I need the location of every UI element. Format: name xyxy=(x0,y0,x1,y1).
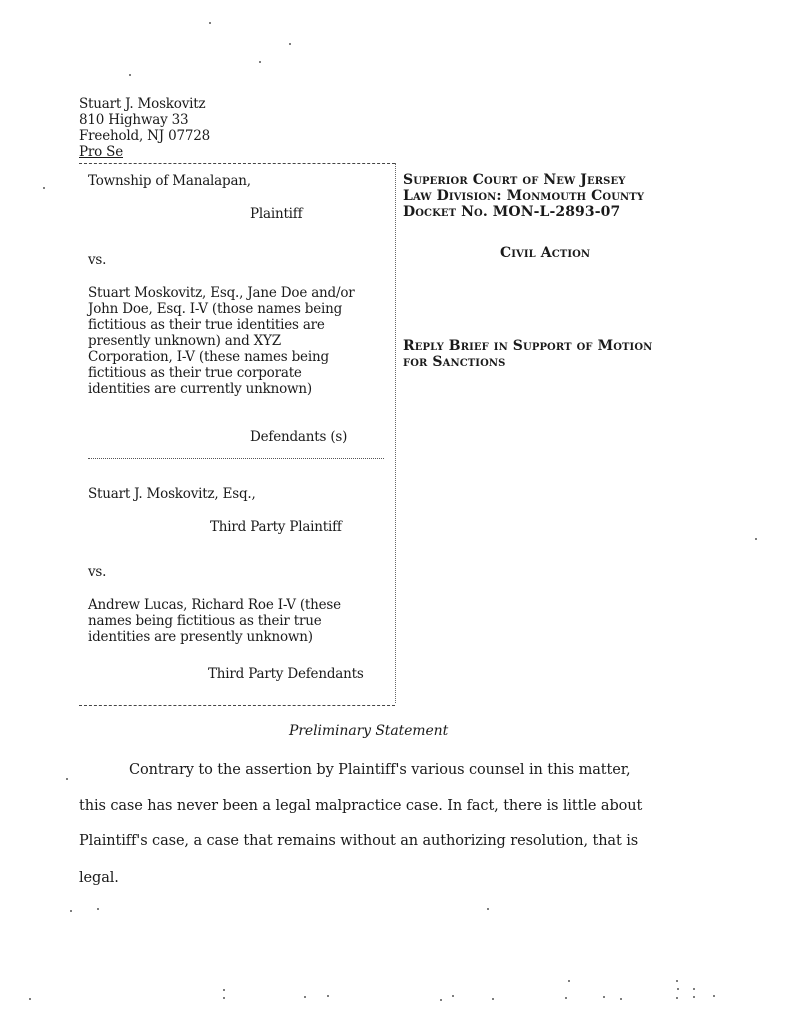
document-title-line1: Reply Brief in Support of Motion xyxy=(403,338,653,354)
defendants-line: Stuart Moskovitz, Esq., Jane Doe and/or xyxy=(88,285,355,301)
caption-bottom-border xyxy=(79,705,395,706)
defendants-list xyxy=(88,285,355,397)
attorney-role: Pro Se xyxy=(79,144,123,160)
scan-speck xyxy=(487,908,489,910)
paragraph-line: Plaintiff's case, a case that remains without an authorizing resolution, that is xyxy=(79,833,639,849)
third-party-defendants-line: identities are presently unknown) xyxy=(88,629,313,645)
scan-speck xyxy=(713,995,715,997)
scan-speck xyxy=(452,995,454,997)
scan-speck xyxy=(620,998,622,1000)
court-name: Superior Court of New Jersey xyxy=(403,172,626,188)
scan-speck xyxy=(603,996,605,998)
caption-divider xyxy=(395,163,396,703)
caption-mid-divider xyxy=(88,458,384,459)
court-block xyxy=(403,172,644,220)
scan-speck xyxy=(129,74,131,76)
attorney-block xyxy=(79,96,210,160)
scan-speck xyxy=(223,997,225,999)
caption-top-border xyxy=(79,163,395,164)
defendants-line: Corporation, I-V (these names being xyxy=(88,349,329,365)
scan-speck xyxy=(440,999,442,1001)
defendants-line: identities are currently unknown) xyxy=(88,381,312,397)
attorney-address-line1: 810 Highway 33 xyxy=(79,112,189,128)
scan-speck xyxy=(565,997,567,999)
paragraph-line: Contrary to the assertion by Plaintiff's various counsel in this matter, xyxy=(129,762,631,778)
docket-number: Docket No. MON-L-2893-07 xyxy=(403,204,621,220)
defendants-line: fictitious as their true identities are xyxy=(88,317,325,333)
scan-speck xyxy=(755,538,757,540)
defendants-label: Defendants (s) xyxy=(250,429,348,445)
attorney-name: Stuart J. Moskovitz xyxy=(79,96,206,112)
versus-label-2: vs. xyxy=(88,564,107,580)
scan-speck xyxy=(676,980,678,982)
scan-speck xyxy=(209,22,211,24)
plaintiff-name: Township of Manalapan, xyxy=(88,173,251,189)
scan-speck xyxy=(43,187,45,189)
versus-label: vs. xyxy=(88,252,107,268)
document-title-line2: for Sanctions xyxy=(403,354,506,370)
third-party-defendants-line: names being fictitious as their true xyxy=(88,613,322,629)
third-party-defendants-label: Third Party Defendants xyxy=(208,666,364,682)
attorney-address-line2: Freehold, NJ 07728 xyxy=(79,128,211,144)
scan-speck xyxy=(327,995,329,997)
scan-speck xyxy=(677,988,679,990)
scan-speck xyxy=(676,997,678,999)
defendants-line: fictitious as their true corporate xyxy=(88,365,302,381)
defendants-line: presently unknown) and XYZ xyxy=(88,333,281,349)
scan-speck xyxy=(223,989,225,991)
document-title xyxy=(403,338,652,370)
scan-speck xyxy=(289,43,291,45)
action-type: Civil Action xyxy=(500,245,591,261)
defendants-line: John Doe, Esq. I-V (those names being xyxy=(88,301,343,317)
section-heading: Preliminary Statement xyxy=(289,723,449,739)
scan-speck xyxy=(492,998,494,1000)
court-division: Law Division: Monmouth County xyxy=(403,188,645,204)
third-party-defendants-list xyxy=(88,597,341,645)
scan-speck xyxy=(70,910,72,912)
scan-speck xyxy=(568,980,570,982)
third-party-plaintiff-name: Stuart J. Moskovitz, Esq., xyxy=(88,486,256,502)
third-party-defendants-line: Andrew Lucas, Richard Roe I-V (these xyxy=(88,597,341,613)
scan-speck xyxy=(693,996,695,998)
scan-speck xyxy=(259,61,261,63)
scan-speck xyxy=(29,998,31,1000)
scan-speck xyxy=(97,908,99,910)
scan-speck xyxy=(693,988,695,990)
plaintiff-label: Plaintiff xyxy=(250,206,303,222)
scan-speck xyxy=(66,778,68,780)
scan-speck xyxy=(304,996,306,998)
third-party-plaintiff-label: Third Party Plaintiff xyxy=(210,519,342,535)
paragraph-line: legal. xyxy=(79,870,119,886)
paragraph-line: this case has never been a legal malpractice case. In fact, there is little about xyxy=(79,798,643,814)
